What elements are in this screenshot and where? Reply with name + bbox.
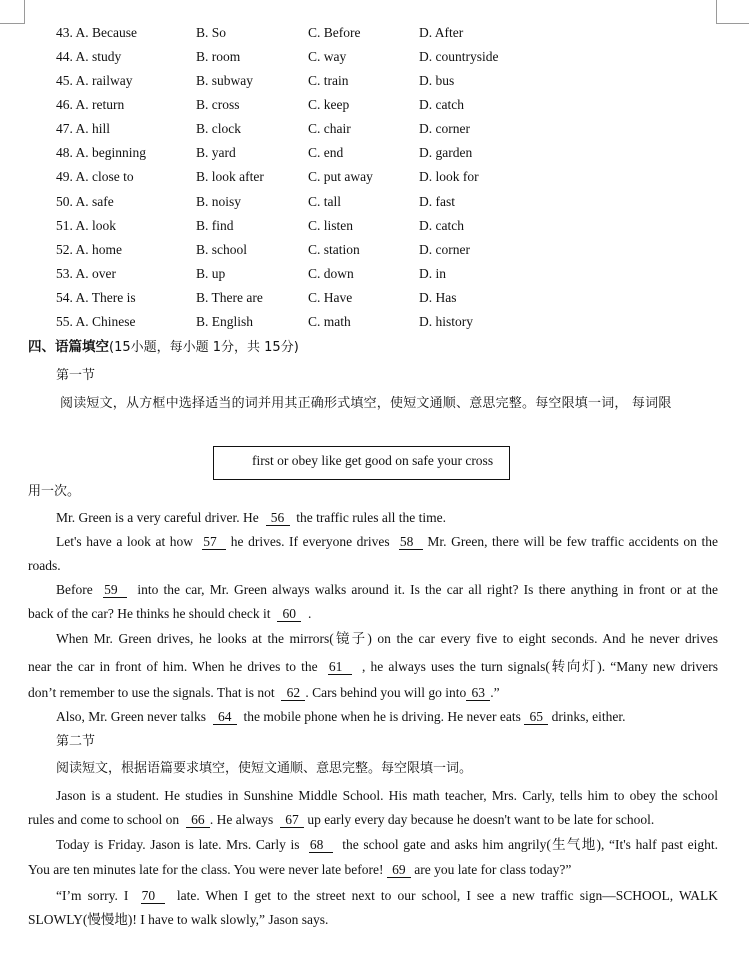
passage-line: “I’m sorry. I 70 late. When I get to the street next to our school, I see a new traffic sign—SCHOOL, WALK: [56, 888, 718, 903]
crop-mark-left-h: [0, 23, 24, 24]
crop-mark-right: [716, 0, 717, 24]
passage-line: don’t remember to use the signals. That is not 62 . Cars behind you will go into 63 .”: [28, 685, 500, 700]
passage-line: Jason is a student. He studies in Sunshine Middle School. His math teacher, Mrs. Carly, tells him to obey the school: [56, 788, 718, 803]
passage-line: near the car in front of him. When he drives to the 61 , he always uses the turn signals(转向灯). “Many new drivers: [28, 659, 718, 674]
crop-mark-left: [24, 0, 25, 24]
passage-line: Today is Friday. Jason is late. Mrs. Carly is 68 the school gate and asks him angrily(生气地), “It's half past eight.: [56, 837, 718, 852]
blank-70: 70: [141, 888, 165, 904]
blank-67: 67: [280, 812, 304, 828]
blank-61: 61: [328, 659, 352, 675]
instruction-one: 阅读短文，从方框中选择适当的词并用其正确形式填空，使短文通顺、意思完整。每空限填一词， 每词限: [60, 396, 672, 411]
option-row: 45. A. railway B. subway C. train D. bus: [56, 73, 455, 88]
passage-line: Also, Mr. Green never talks 64 the mobile phone when he is driving. He never eats 65 drinks, either.: [56, 709, 626, 724]
option-row: 47. A. hill B. clock C. chair D. corner: [56, 121, 470, 136]
word-bank-box: first or obey like get good on safe your cross: [213, 446, 510, 480]
blank-63: 63: [466, 685, 490, 701]
passage-line: When Mr. Green drives, he looks at the mirrors(镜子) on the car every five to eight seconds. And he never drives: [56, 631, 718, 646]
option-row: 51. A. look B. find C. listen D. catch: [56, 218, 464, 233]
passage-line: SLOWLY(慢慢地)! I have to walk slowly,” Jason says.: [28, 912, 329, 927]
passage-line: Before 59 into the car, Mr. Green always walks around it. Is the car all right? Is there anything in front or at the: [56, 582, 718, 597]
blank-58: 58: [399, 534, 423, 550]
blank-65: 65: [524, 709, 548, 725]
passage-line: roads.: [28, 558, 61, 573]
option-row: 46. A. return B. cross C. keep D. catch: [56, 97, 464, 112]
blank-64: 64: [213, 709, 237, 725]
option-row: 52. A. home B. school C. station D. corner: [56, 242, 470, 257]
blank-68: 68: [309, 837, 333, 853]
instruction-one-end: 用一次。: [28, 484, 81, 499]
option-row: 49. A. close to B. look after C. put away D. look for: [56, 169, 479, 184]
instruction-two: 阅读短文，根据语篇要求填空，使短文通顺、意思完整。每空限填一词。: [56, 761, 473, 776]
part-one-label: 第一节: [56, 368, 96, 383]
blank-56: 56: [266, 510, 290, 526]
blank-66: 66: [186, 812, 210, 828]
option-row: 54. A. There is B. There are C. Have D. Has: [56, 290, 457, 305]
option-row: 44. A. study B. room C. way D. countryside: [56, 49, 499, 64]
option-row: 43. A. Because B. So C. Before D. After: [56, 25, 464, 40]
option-row: 50. A. safe B. noisy C. tall D. fast: [56, 194, 455, 209]
blank-69: 69: [387, 862, 411, 878]
blank-59: 59: [103, 582, 127, 598]
section-heading: 四、语篇填空(15小题，每小题 1分，共 15分): [28, 339, 299, 355]
part-two-label: 第二节: [56, 734, 96, 749]
crop-mark-right-h: [716, 23, 749, 24]
blank-62: 62: [281, 685, 305, 701]
passage-line: back of the car? He thinks he should check it 60 .: [28, 606, 312, 621]
blank-57: 57: [202, 534, 226, 550]
blank-60: 60: [277, 606, 301, 622]
passage-line: Let's have a look at how 57 he drives. If everyone drives 58 Mr. Green, there will be few traffic accidents on the: [56, 534, 718, 549]
passage-line: You are ten minutes late for the class. You were never late before! 69 are you late for class today?”: [28, 862, 572, 877]
passage-line: Mr. Green is a very careful driver. He 56 the traffic rules all the time.: [56, 510, 446, 525]
passage-line: rules and come to school on 66 . He always 67 up early every day because he doesn't want to be late for school.: [28, 812, 655, 827]
option-row: 53. A. over B. up C. down D. in: [56, 266, 446, 281]
option-row: 55. A. Chinese B. English C. math D. history: [56, 314, 473, 329]
option-row: 48. A. beginning B. yard C. end D. garden: [56, 145, 473, 160]
